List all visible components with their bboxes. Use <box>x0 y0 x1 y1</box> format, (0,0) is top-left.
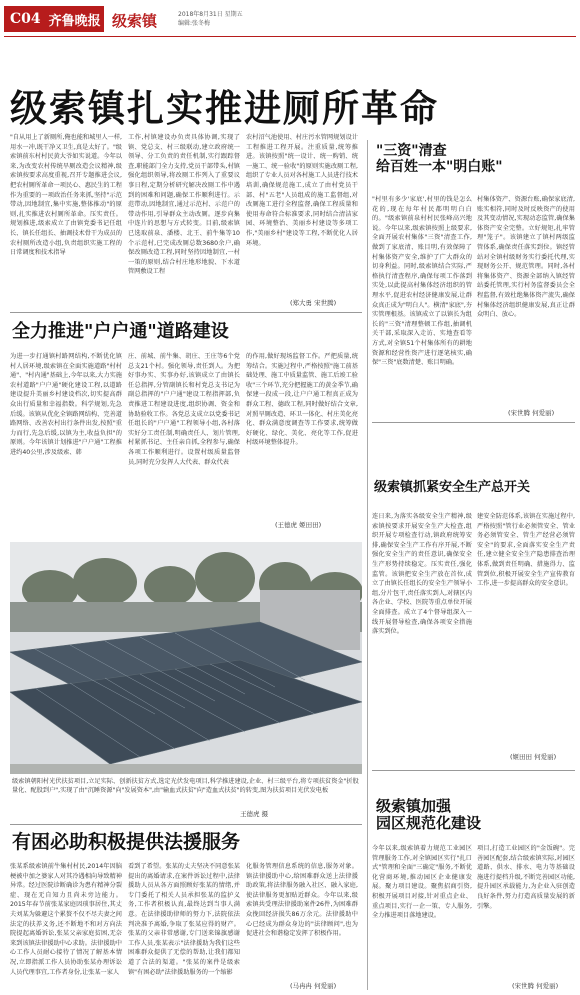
article5-headline: 级索镇抓紧安全生产总开关 <box>374 480 531 495</box>
article1-col2: 工作,村镇建设办负责具体协调,实现了镇、党总支、村三级联动,建立政府统一领导、分工负责的责任机制,实行跟踪督查,职能部门全力支持,党员干部带头,村镇强化组织领导,将改厕工作列入了重要议事日程,定期分析研究解决改厕工作中遇到的困难和问题,确保工作顺利进行。示范带动,因地制宜,通过示范村、示范户的带动作用,引导群众主动改厕。逐步向集中连片的思想与方式转变。目前,级索镇已选取前泉、潘楼、北王、前牛集等10个示范村,已完成改厕总数3680余户,确保改厕改造工程,同时坚持因地制宜,一村一策的原则,结合村庄地形地貌、下水道管网敷设工程 <box>128 134 240 276</box>
article2-col3: 的作用,做好现场监督工作。严把质量,统筹结合。实施过程中,严格按照"施工前基础处理、施工中质量监管、施工后竣工验收"三个环节,充分把握施工的黄金季节,确保建一段成一段,让户户通工程真正成为群众工程、德政工程,同时做好结合文章,对照旱厕改造、环卫一体化、村庄美化亮化、群众满意度调查等工作要求,统筹做好硬化、绿化、美化、亮化等工作,促进村级环境整体提升。 <box>246 353 358 447</box>
page-number: C04 <box>10 11 41 27</box>
newspaper-brand: 齐鲁晚报 <box>48 13 101 29</box>
article6-headline-line1: 级索镇加强 <box>376 797 452 815</box>
article5-col2: 建安全防范体系,该镇在实施过程中,严格按照"管行业必须管安全、管业务必须管安全、管生产经营必须管安全"的要求,全面落实安全生产责任,建立健全安全生产隐患排查治理体系,做到责任明确、措施得力、监管到位,积极开展安全生产宣传教育工作,进一步提高群众的安全意识。 <box>477 513 575 588</box>
issue-date: 2018年8月31日 星期五 <box>178 11 243 18</box>
article2-col2: 庄、前城、前牛集、胡庄、王庄等6个党总支21个村。强化领导,责任到人。为把好事办实、实事办好,该镇成立了由镇长任总指挥,分管副镇长和村党总支书记为副总指挥的"户户通"建设工程指挥部,负责推进工程建设进度,组织协调、资金和协助验收工作。各党总支成立以党委书记任组长的"户户通"工程领导小组,各村落实好分工责任制,明确责任人、划片管理,村紧抓书记、主任亲自抓,全程参与,确保各项工作顺利进行。设置村级质量监督员,同时充分发挥人大代表、群众代表 <box>128 353 240 466</box>
divider <box>10 824 362 825</box>
divider <box>372 770 575 771</box>
column-divider <box>367 140 368 990</box>
article2-col1: 为进一步打通镇村路网结构,不断优化镇村人居环境,级索镇在全面实施道路"村村通"、"村内通"基础上,今年以来,大力实施农村道路"户户通"硬化建设工程,以道路建设提升美丽乡村建设档次,切实提高群众出行质量和幸福指数。科学规划,先急后缓。该镇从优化全镇路网结构、完善道路网络、改善农村出行条件出发,按照"重力而行,先急后缓,以镇为主,收益负担"的原则。今年该镇计划推进"户户通"工程推进约40公里,涉及级索、韩 <box>10 353 122 456</box>
divider <box>10 312 362 313</box>
article4-headline <box>376 143 503 175</box>
page-header <box>0 0 580 40</box>
article4-col2: 村集体资产、资源台账,确保家底清,账实相符,同时及时反映资产的使用及其变动情况,实现动态监管,确保集体资产安全完整。立好规矩,扎牢管理"笼子"。该镇建立了镇村两级监管体系,确保责任落实到位。镇经管站对全镇村级财务实行委托代理,实现财务公开、规范管理。同时,各村将集体资产、资源全部纳入镇经管站委托管理,实行村务监督委员会全程监督,有效杜绝集体资产流失,确保村集体经济组织健康发展,真正让群众明白、放心。 <box>477 196 575 319</box>
editor-name: 编辑:张冬梅 <box>178 20 211 27</box>
article3-col3: 化服务管理信息系统的信息,服务对象。镇法律援助中心,给困难群众送上法律援助政策,将法律服务融入社区、融入家庭,使法律服务更加贴近群众。今年以来,级索镇共受理法律援助案件26件,为困难群众挽回经济损失86万余元。法律援助中心已经成为群众身边的"法律顾问",也为促进社会和谐稳定发挥了积极作用。 <box>246 863 358 938</box>
photo-caption: 级索镇朝阳村光伏扶贫项目,立足实际、创新扶贫方式,选定光伏发电项目,科学推进建设,企业、村三级平台,将专项扶贫资金"折股量化、配股到户",实现了由"沉睡资源"向"发展资本",由"输血式扶贫"向"造血式扶贫"的转变,图为扶贫项目光伏发电板 <box>12 778 359 794</box>
main-headline: 级索镇扎实推进厕所革命 <box>10 87 439 130</box>
article2-headline: 全力推进"户户通"道路建设 <box>12 321 229 342</box>
article3-col1: 张某系级索镇前牛集村村民,2014年因脑梗被中加之婆家人对其冷遇相向导致精神异常。经过医院诊断确诊为患有精神分裂症、现在无自知力且尚未旁边能力。2015年春节前张某家庭因琐事居住,其丈夫刘某为躲避这个累赘不仅不尽夫妻之间法定的扶养义务,还不断地不和对方向法院提起离婚诉讼,张某父亲家庭贫困,无奈来到该镇法律援助中心求助。法律援助中心工作人员耐心接待了情况了解基本情况,立即指派工作人员协助张某办理诉讼人员代理事宜,工作者身份,让张某一家人 <box>10 863 122 976</box>
page-number-badge <box>4 6 104 32</box>
article1-col3: 农村沼气池使用、村庄污水管网规划设计工程推进工程开展。注重质量,统筹推进。该镇按照"统一设计、统一购销、统一施工、统一验收"的原则实施改厕工程,组织了专业人员对各村施工人员进行技术培训,确保规范施工,成立了由村党员干部、村"五老"人员组成的施工监督组,对改厕施工进行全程监督,确保工程质量和使用寿命符合标准要求,同时结合清洁家园、环境整治、美丽乡村建设等多项工作,"美丽乡村"建设等工程,不断优化人居环境。 <box>246 134 358 247</box>
divider <box>372 422 575 423</box>
article4-headline-line1: "三资"清查 <box>376 143 447 159</box>
header-date-editor <box>178 10 243 28</box>
article2-byline: (王德虎 姬田田) <box>275 521 322 529</box>
section-name: 级索镇 <box>112 12 158 30</box>
article3-headline: 有困必助积极提供法援服务 <box>12 831 241 853</box>
article5-col1: 连日来,为落实各级安全生产精神,级索镇按要求开展安全生产大检查,组织开展专项检查行动,镇政府统筹安排,确保安全生产工作有序开展,不断强化安全生产的责任意识,确保安全生产形势持续稳定。压实责任,强化监管。该镇把安全生产放在首位,成立了由镇长任组长的安全生产领导小组,分片包干,责任落实到人,对辖区内各企业、学校、医院等重点单位开展全面排查。成立了4个督导组深入一线开展督导检查,确保各项安全措施落实到位。 <box>372 513 472 636</box>
article6-col1: 今年以来,级索镇着力规范工业园区管理服务工作,对全镇园区实行"扎口式"管理和全面"三确定"服务,不断优化营商环境,推动园区企业健康发展。聚力项目建设。聚焦招商引资,积极开展项目对接,针对重点企业、重点项目,实行一企一策、专人服务,全力推进项目落地建设。 <box>372 845 472 920</box>
article4-headline-line2: 给百姓一本"明白账" <box>376 159 503 176</box>
article4-byline: (宋世腾 何爱丽) <box>508 409 555 417</box>
photographer-credit: 王德虎 摄 <box>240 810 269 818</box>
article6-col2: 项目,打造工业园区的"金饭碗"。完善园区配套,结合级索镇实际,对园区道路、供水、排水、电力等基础设施进行提档升级,不断完善园区功能,提升园区承载能力,为企业入驻创造良好条件,努力打造高质量发展的新引擎。 <box>477 845 575 910</box>
article3-col2: 看到了希望。张某的丈夫坚决不同意张某提出的离婚请求,在案件诉讼过程中,法律援助人员从各方面照顾好张某的情绪,并专门委托了相关人员承担张某的监护义务,工作者积极认真,最终达到当事人满意。在法律援助律师的努力下,法院依法判决准予离婚,争取了张某应得的财产。张某的父亲非常感谢,专门送来锦旗感谢工作人员,张某表示"法律援助为我们这些困难群众提供了无偿的帮助,让我们都知道了合法的渠道。"张某的案件是级索镇"有困必助"法律援助服务的一个缩影 <box>128 863 240 976</box>
header-rule <box>4 36 576 37</box>
solar-panel-photo <box>10 542 362 774</box>
article6-byline: (宋世腾 何爱丽) <box>512 982 559 990</box>
article1-byline: (郑大勇 宋世腾) <box>290 299 337 307</box>
article1-col1: "自从用上了新厕所,俺也能和城里人一样,用水一冲,既干净又卫生,真是太好了。"级索镇前东村村民黄大爷如实说道。今年以来,为改变农村传统旱厕改造会议精神,级索镇按要求高度重视,召开专题推进会议,把农村厕所革命一项民心、惠民生的工程作为重要的一项政治任务来抓,坚持"示范带动,因地制宜,集中实施,整体推动"的原则,扎实推进农村厕所革命。压实责任。规划推进,级索成立了由镇党委书记任组长、镇长任组长、抽调技术骨干为成员的农村厕所改造小组,负责组织实施工程的日常调度和技术指导 <box>10 134 122 257</box>
article3-byline: (马冉冉 何爱丽) <box>290 982 337 990</box>
article6-headline <box>376 798 481 833</box>
article6-headline-line2: 园区规范化建设 <box>376 814 482 833</box>
article4-col1: "村里有多少'家底',村里的钱是怎么花的,现在每年村民都明明白白的。"级索镇前泉村村民张峰高兴地说。今年以来,级索镇按照上级要求,全面开展农村集体"三资"清查工作,做到了家底清、账目明,有效保障了村集体资产安全,维护了广大群众的切身利益。同时,级索镇结合实际,严格执行清查程序,确保每项工作落到实处,以此提高村集体经济组织的管理水平,促进农村经济健康发展,让群众真正成为"明白人"。横清"家底",夯实管理根基。该镇成立了以镇长为组长的"三资"清理整顿工作组,抽调机关干部,采取深入走访、实地查看等方式,对全镇51个村集体所有的耕地资源和经营性资产进行逐笔核实,确保"三资"底数清楚、账目明确。 <box>372 196 472 367</box>
article5-byline: (姬田田 何爱丽) <box>510 753 557 761</box>
